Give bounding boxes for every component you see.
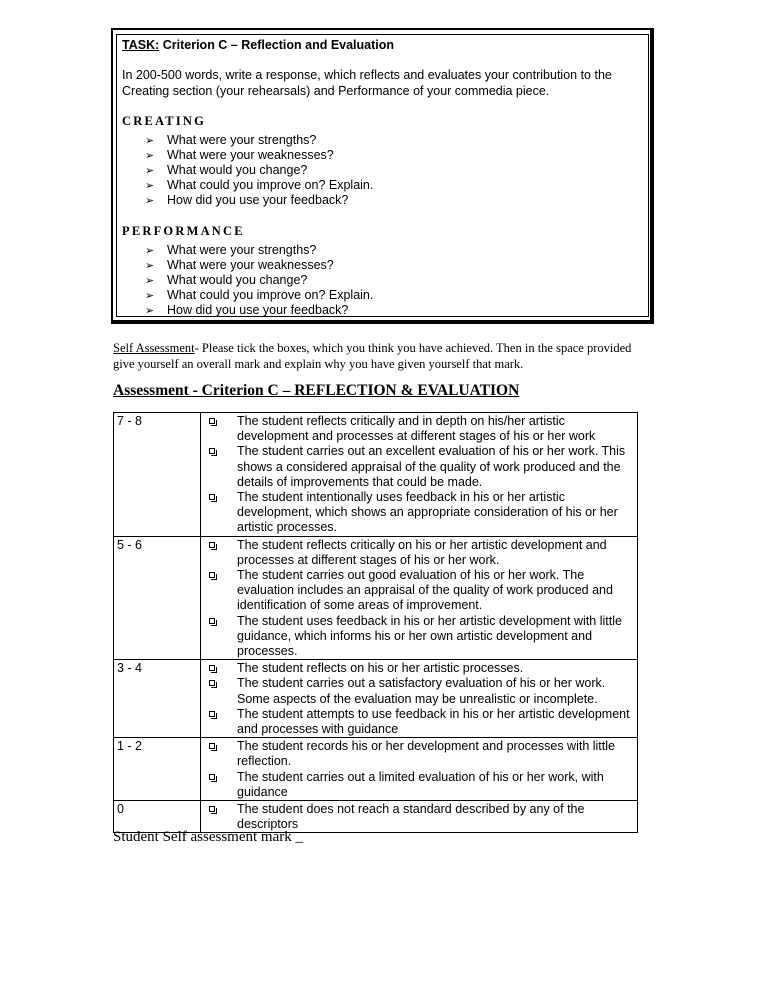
rubric-row bbox=[114, 660, 638, 738]
rubric-descriptor bbox=[204, 770, 634, 800]
checkbox-icon[interactable] bbox=[209, 448, 215, 454]
assessment-heading: Assessment - Criterion C – REFLECTION & EVALUATION bbox=[113, 382, 520, 399]
arrow-bullet-icon: ➢ bbox=[145, 135, 155, 147]
question-text: How did you use your feedback? bbox=[167, 303, 349, 317]
task-intro: In 200-500 words, write a response, which reflects and evaluates your contribution to the Creating section (your rehearsals) and Performance of your commedia piece. bbox=[122, 68, 612, 98]
rubric-descriptor bbox=[204, 444, 634, 490]
rubric-descriptor bbox=[204, 414, 634, 444]
descriptor-text: The student carries out good evaluation of his or her work. The evaluation includes an appraisal of the quality of work produced and identification of some areas of improvement. bbox=[237, 568, 613, 613]
question-text: What could you improve on? Explain. bbox=[167, 178, 374, 192]
performance-question bbox=[145, 273, 373, 288]
creating-question bbox=[145, 163, 373, 178]
arrow-bullet-icon: ➢ bbox=[145, 290, 155, 302]
rubric-descriptor bbox=[204, 661, 634, 676]
rubric-descriptors bbox=[201, 660, 638, 738]
checkbox-icon[interactable] bbox=[209, 418, 215, 424]
rubric-descriptors bbox=[201, 536, 638, 660]
checkbox-icon[interactable] bbox=[209, 494, 215, 500]
checkbox-icon[interactable] bbox=[209, 711, 215, 717]
arrow-bullet-icon: ➢ bbox=[145, 245, 155, 257]
rubric-descriptor bbox=[204, 538, 634, 568]
rubric-row bbox=[114, 536, 638, 660]
checkbox-icon[interactable] bbox=[209, 774, 215, 780]
checkbox-icon[interactable] bbox=[209, 665, 215, 671]
rubric-band: 1 - 2 bbox=[114, 738, 201, 801]
descriptor-text: The student attempts to use feedback in his or her artistic development and processes with guidance bbox=[237, 706, 630, 737]
question-text: What were your weaknesses? bbox=[167, 148, 334, 162]
performance-question bbox=[145, 288, 373, 303]
checkbox-icon[interactable] bbox=[209, 618, 215, 624]
checkbox-icon[interactable] bbox=[209, 542, 215, 548]
checkbox-icon[interactable] bbox=[209, 806, 215, 812]
question-text: What would you change? bbox=[167, 273, 308, 287]
descriptor-text: The student uses feedback in his or her artistic development with little guidance, which informs his or her own artistic development and processes. bbox=[237, 613, 622, 659]
arrow-bullet-icon: ➢ bbox=[145, 275, 155, 287]
arrow-bullet-icon: ➢ bbox=[145, 180, 155, 192]
rubric-descriptor bbox=[204, 490, 634, 536]
arrow-bullet-icon: ➢ bbox=[145, 305, 155, 317]
arrow-bullet-icon: ➢ bbox=[145, 195, 155, 207]
question-text: How did you use your feedback? bbox=[167, 193, 349, 207]
performance-question bbox=[145, 243, 373, 258]
rubric-descriptor bbox=[204, 802, 634, 832]
checkbox-icon[interactable] bbox=[209, 743, 215, 749]
arrow-bullet-icon: ➢ bbox=[145, 150, 155, 162]
question-text: What were your strengths? bbox=[167, 133, 317, 147]
rubric-table bbox=[113, 412, 638, 833]
question-text: What were your strengths? bbox=[167, 243, 317, 257]
rubric-band: 3 - 4 bbox=[114, 660, 201, 738]
descriptor-text: The student reflects on his or her artistic processes. bbox=[237, 661, 524, 676]
creating-question bbox=[145, 148, 373, 163]
performance-question bbox=[145, 303, 373, 318]
descriptor-text: The student carries out a limited evaluation of his or her work, with guidance bbox=[237, 769, 604, 799]
creating-questions bbox=[145, 133, 373, 208]
rubric-band: 7 - 8 bbox=[114, 413, 201, 537]
rubric-descriptor bbox=[204, 707, 634, 737]
descriptor-text: The student reflects critically on his or her artistic development and processes at different stages of his or her work. bbox=[237, 537, 607, 567]
rubric-descriptor bbox=[204, 676, 634, 706]
self-assessment-label: Self Assessment bbox=[113, 341, 195, 355]
self-assessment-text: - Please tick the boxes, which you think you have achieved. Then in the space provided give yourself an overall mark and explain why you have given yourself that mark. bbox=[113, 341, 632, 371]
rubric-band: 0 bbox=[114, 801, 201, 833]
descriptor-text: The student records his or her development and processes with little reflection. bbox=[237, 739, 615, 769]
rubric-descriptor bbox=[204, 739, 634, 769]
creating-question bbox=[145, 193, 373, 208]
descriptor-text: The student intentionally uses feedback in his or her artistic development, which shows an appropriate consideration of his or her artistic processes. bbox=[237, 490, 618, 535]
self-assessment-instructions bbox=[113, 340, 653, 372]
rubric-row bbox=[114, 738, 638, 801]
self-assessment-mark-line[interactable]: Student Self assessment mark _ bbox=[113, 829, 303, 845]
rubric-row bbox=[114, 413, 638, 537]
descriptor-text: The student reflects critically and in depth on his/her artistic development and processes at different stages of his or her work bbox=[237, 414, 596, 444]
rubric-band: 5 - 6 bbox=[114, 536, 201, 660]
performance-questions bbox=[145, 243, 373, 318]
question-text: What were your weaknesses? bbox=[167, 258, 334, 272]
descriptor-text: The student carries out an excellent evaluation of his or her work. This shows a considered appraisal of the quality of work produced and the details of improvements that could be made. bbox=[237, 444, 626, 489]
question-text: What would you change? bbox=[167, 163, 308, 177]
task-label: TASK: bbox=[122, 38, 160, 52]
rubric-descriptor bbox=[204, 614, 634, 660]
rubric-descriptors bbox=[201, 738, 638, 801]
task-title-text: Criterion C – Reflection and Evaluation bbox=[159, 38, 395, 52]
arrow-bullet-icon: ➢ bbox=[145, 260, 155, 272]
performance-heading: PERFORMANCE bbox=[122, 224, 245, 238]
rubric-descriptors bbox=[201, 413, 638, 537]
creating-question bbox=[145, 178, 373, 193]
descriptor-text: The student carries out a satisfactory evaluation of his or her work. Some aspects of the evaluation may be unrealistic or incomplete. bbox=[237, 676, 606, 706]
checkbox-icon[interactable] bbox=[209, 572, 215, 578]
rubric-descriptor bbox=[204, 568, 634, 614]
arrow-bullet-icon: ➢ bbox=[145, 165, 155, 177]
descriptor-text: The student does not reach a standard described by any of the descriptors bbox=[237, 802, 585, 832]
performance-question bbox=[145, 258, 373, 273]
creating-heading: CREATING bbox=[122, 114, 207, 128]
task-title bbox=[122, 38, 394, 52]
question-text: What could you improve on? Explain. bbox=[167, 288, 374, 302]
creating-question bbox=[145, 133, 373, 148]
checkbox-icon[interactable] bbox=[209, 680, 215, 686]
